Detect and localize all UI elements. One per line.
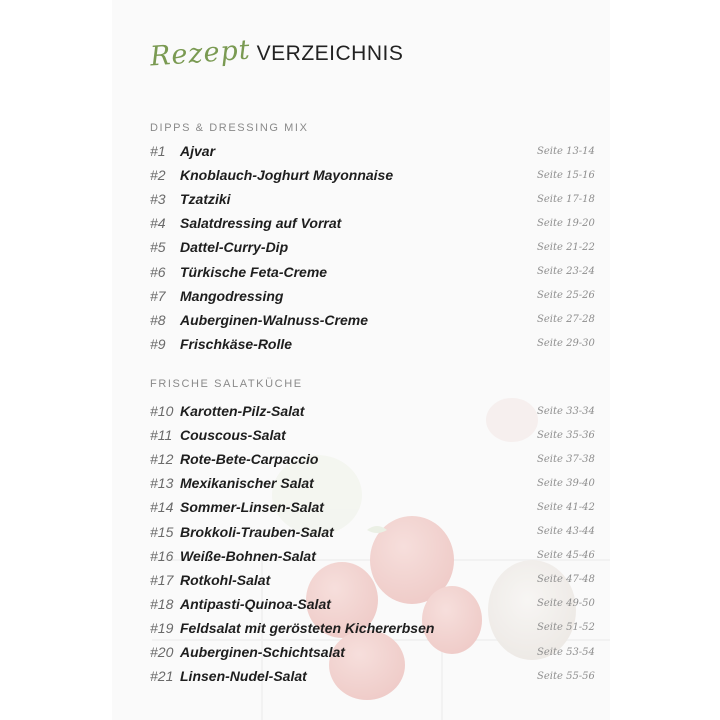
entry-number: #18 <box>150 595 174 612</box>
entry-number: #1 <box>150 143 166 159</box>
entry-number: #15 <box>150 523 174 540</box>
toc-entry[interactable] <box>150 140 595 162</box>
recipe-name: Salatdressing auf Vorrat <box>180 215 342 232</box>
toc-entry[interactable] <box>150 164 595 186</box>
entry-number: #8 <box>150 311 166 328</box>
page-range: Seite 15-16 <box>537 169 595 181</box>
entry-number: #12 <box>150 451 174 468</box>
entry-number: #20 <box>150 644 174 660</box>
toc-entry[interactable] <box>150 261 595 283</box>
page-range: Seite 19-20 <box>537 217 595 229</box>
recipe-name: Mexikanischer Salat <box>180 475 314 492</box>
recipe-name: Knoblauch-Joghurt Mayonnaise <box>180 167 394 184</box>
recipe-name: Couscous-Salat <box>180 427 286 444</box>
page-range: Seite 51-52 <box>537 622 595 634</box>
recipe-name: Sommer-Linsen-Salat <box>180 499 324 516</box>
page-range: Seite 55-56 <box>537 670 595 682</box>
page-range: Seite 29-30 <box>537 338 595 350</box>
entry-number: #21 <box>150 668 174 685</box>
entry-number: #4 <box>150 215 166 232</box>
entry-number: #10 <box>150 403 174 419</box>
toc-entry[interactable] <box>150 424 595 446</box>
toc-entry[interactable] <box>150 593 595 615</box>
page-range: Seite 39-40 <box>537 477 595 489</box>
entry-number: #17 <box>150 571 174 588</box>
page-range: Seite 25-26 <box>537 290 595 302</box>
recipe-name: Antipasti-Quinoa-Salat <box>180 595 331 612</box>
toc-entry[interactable] <box>150 188 595 210</box>
toc-entry[interactable] <box>150 641 595 663</box>
recipe-name: Linsen-Nudel-Salat <box>180 668 307 685</box>
toc-entry[interactable] <box>150 236 595 258</box>
title-main-word: VERZEICHNIS <box>256 42 404 65</box>
recipe-name: Dattel-Curry-Dip <box>180 239 289 256</box>
page-range: Seite 47-48 <box>537 574 595 586</box>
entry-number: #11 <box>150 427 173 444</box>
page-range: Seite 13-14 <box>537 145 595 157</box>
toc-entry[interactable] <box>150 545 595 567</box>
toc-entry[interactable] <box>150 665 595 687</box>
toc-entry[interactable] <box>150 448 595 470</box>
toc-entry[interactable] <box>150 569 595 591</box>
page-range: Seite 37-38 <box>537 453 595 465</box>
title-script-word: Rezept <box>149 34 252 73</box>
page-range: Seite 45-46 <box>537 550 595 562</box>
recipe-name: Rote-Bete-Carpaccio <box>180 451 319 468</box>
entry-number: #16 <box>150 547 174 564</box>
toc-entry[interactable] <box>150 521 595 543</box>
entry-number: #3 <box>150 191 166 208</box>
toc-entry[interactable] <box>150 333 595 355</box>
recipe-name: Rotkohl-Salat <box>180 571 271 588</box>
page-range: Seite 23-24 <box>537 266 595 277</box>
page-range: Seite 17-18 <box>537 193 595 205</box>
entry-number: #7 <box>150 287 166 304</box>
page-range: Seite 53-54 <box>537 646 595 658</box>
page-range: Seite 21-22 <box>537 241 595 253</box>
recipe-name: Ajvar <box>180 143 216 159</box>
page-range: Seite 33-34 <box>537 405 595 417</box>
section-heading: FRISCHE SALATKÜCHE <box>150 378 303 390</box>
recipe-name: Frischkäse-Rolle <box>180 335 293 352</box>
recipe-name: Mangodressing <box>180 287 284 304</box>
recipe-name: Tzatziki <box>180 191 231 208</box>
entry-number: #6 <box>150 263 166 280</box>
recipe-name: Feldsalat mit gerösteten Kichererbsen <box>180 619 435 636</box>
page-range: Seite 35-36 <box>537 429 595 441</box>
recipe-name: Türkische Feta-Creme <box>180 263 328 280</box>
entry-number: #2 <box>150 167 166 184</box>
recipe-name: Auberginen-Walnuss-Creme <box>180 311 368 328</box>
recipe-index-page <box>112 0 610 720</box>
toc-entry[interactable] <box>150 617 595 639</box>
toc-entry[interactable] <box>150 400 595 422</box>
recipe-name: Karotten-Pilz-Salat <box>180 403 305 419</box>
entry-number: #9 <box>150 335 166 352</box>
toc-entry[interactable] <box>150 212 595 234</box>
page-range: Seite 27-28 <box>537 314 595 326</box>
page-range: Seite 43-44 <box>537 526 595 537</box>
entry-number: #5 <box>150 239 166 256</box>
toc-entry[interactable] <box>150 496 595 518</box>
recipe-name: Auberginen-Schichtsalat <box>180 644 345 660</box>
recipe-name: Weiße-Bohnen-Salat <box>180 547 316 564</box>
page-range: Seite 49-50 <box>537 598 595 610</box>
toc-entry[interactable] <box>150 285 595 307</box>
page-range: Seite 41-42 <box>537 501 595 513</box>
entry-number: #14 <box>150 499 174 516</box>
toc-entry[interactable] <box>150 309 595 331</box>
entry-number: #13 <box>150 475 174 492</box>
toc-entry[interactable] <box>150 472 595 494</box>
entry-number: #19 <box>150 619 174 636</box>
page-title <box>149 34 404 73</box>
section-heading: DIPPS & DRESSING MIX <box>150 122 309 134</box>
recipe-name: Brokkoli-Trauben-Salat <box>180 523 334 540</box>
